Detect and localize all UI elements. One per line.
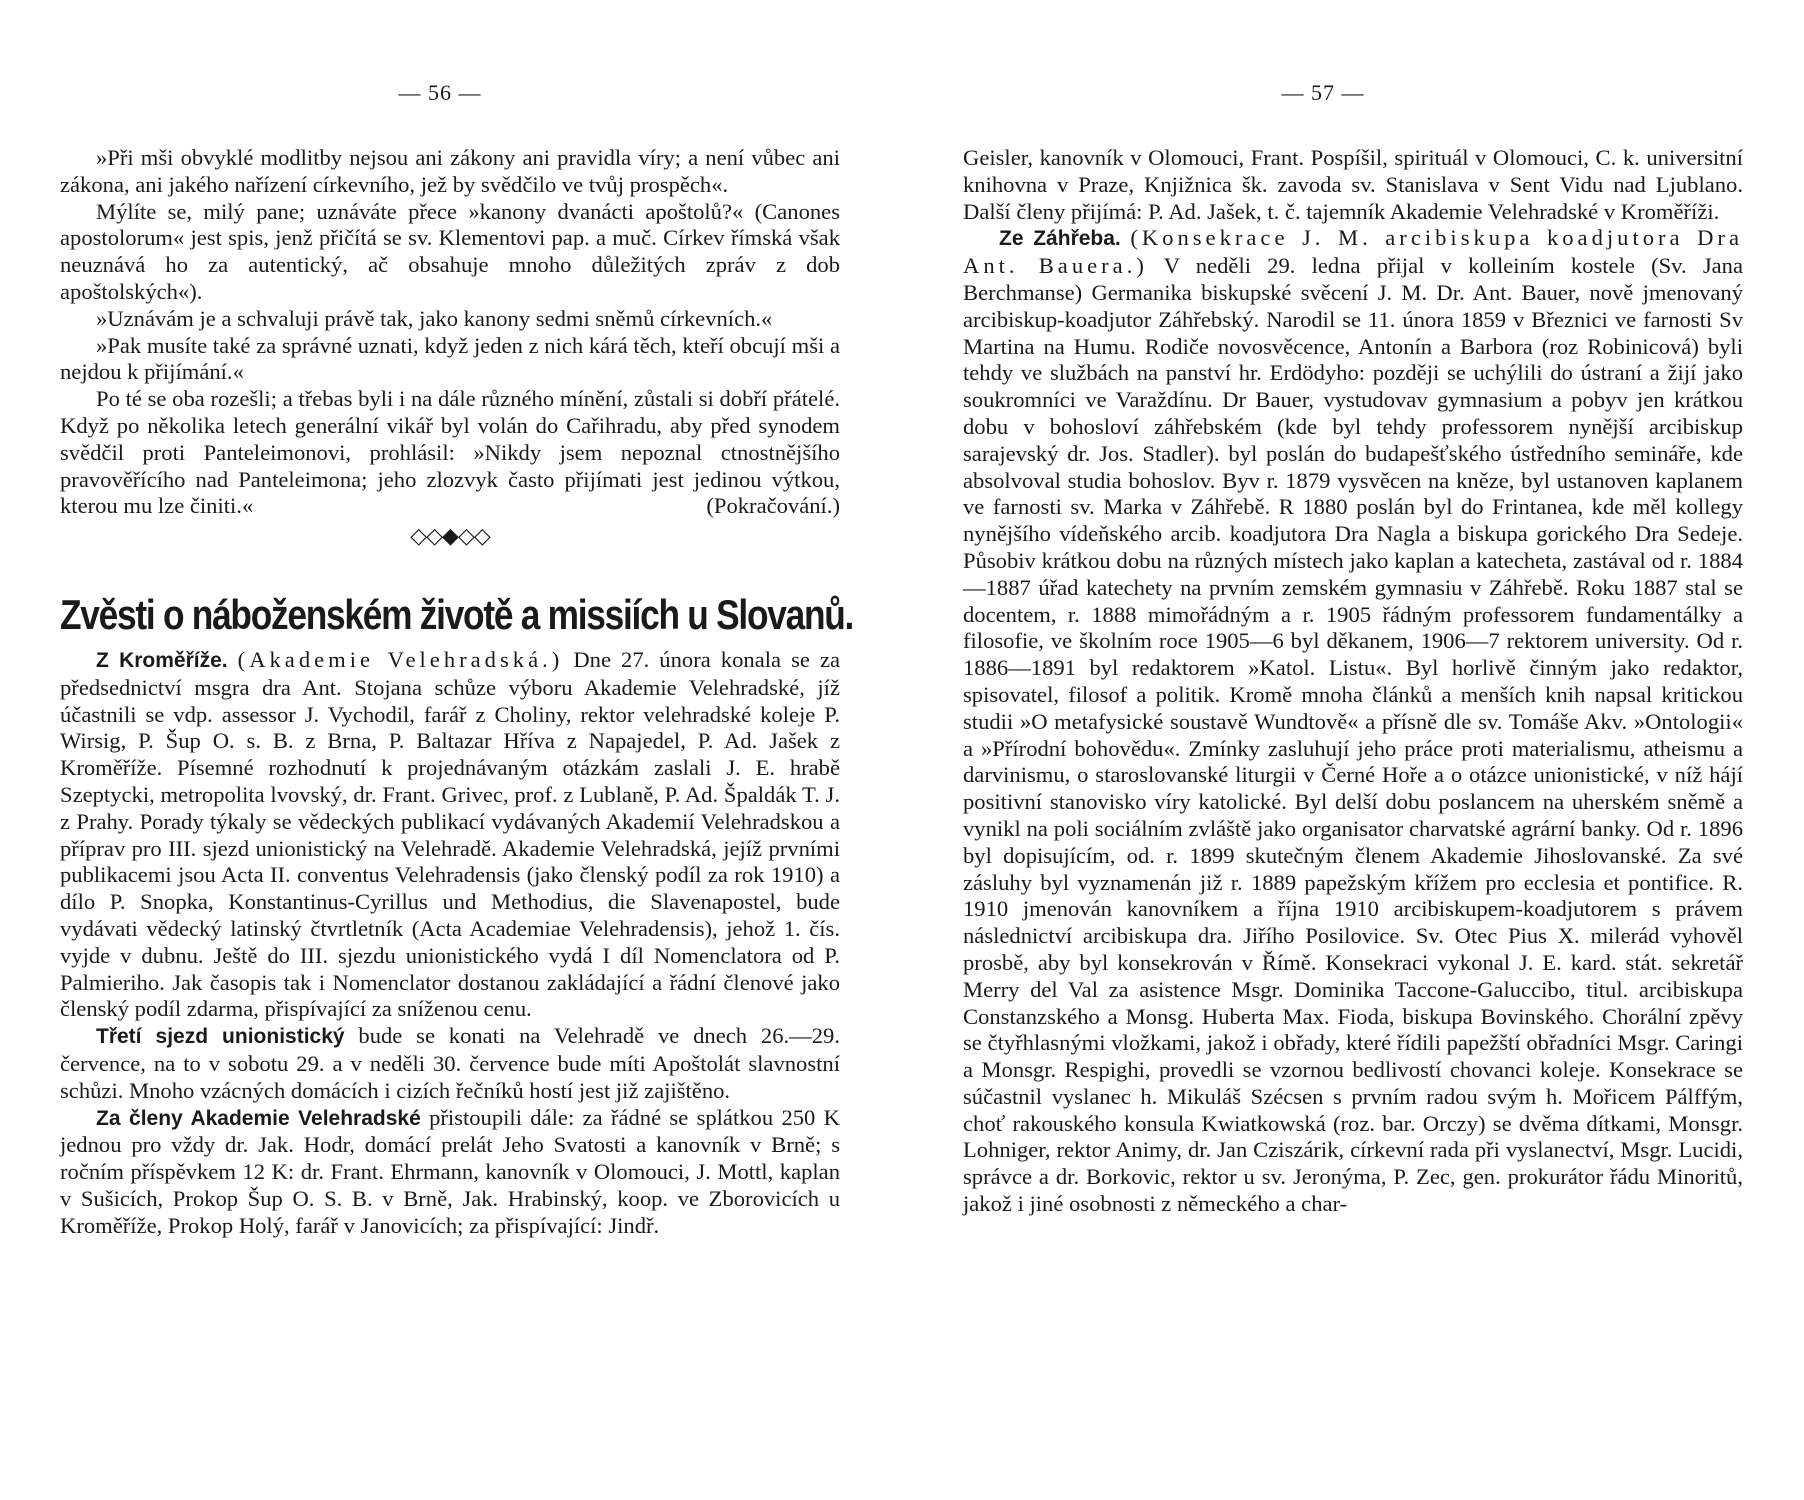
paragraph-end: kterou mu lze činiti.« bbox=[60, 493, 254, 519]
news-title: Z Kroměříže. bbox=[96, 648, 228, 672]
news-subtitle: (Akademie Velehradská.) bbox=[237, 646, 564, 672]
ornament-divider: ◇◇◆◇◇ bbox=[410, 524, 490, 550]
news-item bbox=[60, 1105, 840, 1240]
page-number-left: — 56 — bbox=[398, 80, 482, 105]
right-page-text bbox=[963, 145, 1743, 1218]
paragraph: Geisler, kanovník v Olomouci, Frant. Pospíšil, spirituál v Olomouci, C. k. universitní knihovna v Praze, Knjižnica šk. zavoda sv. Stanislava v Sent Vidu nad Ljublano. Další členy přijímá: P. Ad. Jašek, t. č. tajemník Akademie Velehradské v Kroměříži. bbox=[963, 145, 1743, 224]
news-title: Ze Záhřeba. bbox=[999, 227, 1121, 251]
news-text: bude se konati na Velehradě ve dnech 26.—29. července, na to v sobotu 29. a v neděli 30. července bude míti Apoštolát slavnostní schůzi. Mnoho vzácných domácích i cizích řečníků hostí jest již zajištěno. bbox=[60, 1023, 840, 1103]
paragraph: »Při mši obvyklé modlitby nejsou ani zákony ani pravidla víry; a není vůbec ani zákona, ani jakého nařízení církevního, jež by svědčilo ve tvůj prospěch«. bbox=[60, 145, 840, 197]
news-text: V neděli 29. ledna přijal v kolleiním kostele (Sv. Jana Berchmanse) Germanika biskupské svěcení J. M. Dr. Ant. Bauer, nově jmenovaný arcibiskup-koadjutor Záhřebský. Narodil se 11. února 1859 v Březnici ve farnosti Sv Martina na Humu. Rodiče novosvěcence, Antonín a Barbora (roz Robinicová) byli tehdy ve službách na panství hr. Erdödyho: později se uchýlili do ústraní a žijí jako soukromníci ve Varaždínu. Dr Bauer, vystudovav gymnasium a pobyv jen krátkou dobu v bohosloví záhřebském (kde byl tehdy professorem nynější arcibiskup sarajevský dr. Jos. Stadler). byl poslán do budapešťského ústředního semináře, kde absolvoval studia bohoslov. Byv r. 1879 vysvěcen na kněze, byl ustanoven kaplanem ve farnosti sv. Marka v Záhřebě. R 1880 poslán byl do Frintanea, kde měl kollegy nynějšího vídeňského arcib. koadjutora Dra Nagla a biskupa gorického Dra Sedeje. Působiv krátkou dobu na různých místech jako kaplan a katecheta, zastával od r. 1884—1887 úřad katechety na prvním zemském gymnasiu v Záhřebě. Roku 1887 stal se docentem, r. 1888 mimořádným a r. 1905 řádným professorem fundamentálky a filosofie, ve školním roce 1905—6 byl děkanem, 1906—7 rektorem university. Od r. 1886—1891 byl redaktorem »Katol. Listu«. Byl horlivě činným jako redaktor, spisovatel, filosof a politik. Kromě mnoha článků a menších knih napsal kritickou studii »O metafysické soustavě Wundtově« a přísně dle sv. Tomáše Akv. »Ontologii« a »Přírodní bohovědu«. Zmínky zasluhují jeho práce proti materialismu, atheismu a darvinismu, o staroslovanské liturgii v Černé Hoře a o otázce unionistické, v níž hájí positivní stanovisko víry katolické. Byl delší dobu poslancem na uherském sněmě a vynikl na poli sociálním zvláště jako organisator charvatské agrární banky. Od r. 1896 byl dopisujícím, od. r. 1899 skutečným členem Akademie Jihoslovanské. Za své zásluhy byl vyznamenán již r. 1889 papežským křížem pro ecclesia et pontifice. R. 1910 jmenován kanovníkem a října 1910 arcibiskupem-koadjutorem s právem následnictví arcibiskupa dra. Jiřího Posilovice. Sv. Otec Pius X. milerád vyhověl prosbě, aby byl konsekrován v Římě. Konsekraci vykonal J. E. kard. stát. sekretář Merry del Val za asistence Msgr. Dominika Taccone-Galuccibo, titul. arcibiskupa Constanzského a Monsg. Huberta Max. Fioda, biskupa Bovinského. Chorální zpěvy se čtyřhlasnými vložkami, jakož i obřady, které řídili papežští obřadníci Msgr. Caringi a Monsgr. Respighi, provedli se vzornou bedlivostí chovanci koleje. Konsekrace se súčastnil vyslanec h. Mikuláš Szécsen s prvním radou svým h. Mořicem Pálffým, choť rakouského konsula Kwiatkowská (roz. bar. Orczy) se dvěma dítkami, Monsgr. Lohniger, rektor Animy, dr. Jan Cziszárik, církevní rada při vyslanectví, Msgr. Lucidi, správce a dr. Borkovic, rektor u sv. Jeronýma, P. Zec, gen. prokurátor řádu Minoritů, jakož i jiné osobnosti z německého a char- bbox=[963, 253, 1743, 1217]
continued-note: (Pokračování.) bbox=[706, 493, 840, 519]
paragraph: »Pak musíte také za správné uznati, když jeden z nich kárá těch, kteří obcují mši a nejdou k přijímání.« bbox=[60, 332, 840, 385]
news-text: přistoupili dále: za řádné se splátkou 250 K jednou pro vždy dr. Jak. Hodr, domácí prelát Jeho Svatosti a kanovník v Brně; s ročním příspěvkem 12 K: dr. Frant. Ehrmann, kanovník v Olomouci, J. Mottl, kaplan v Sušicích, Prokop Šup O. S. B. v Brně, Jak. Hrabinský, koop. ve Zborovicích u Kroměříže, Prokop Holý, farář v Janovicích; za přispívající: Jindř. bbox=[60, 1104, 840, 1238]
news-title: Třetí sjezd unionistický bbox=[96, 1025, 345, 1049]
page-number-right: — 57 — bbox=[1281, 80, 1365, 105]
paragraph: Mýlíte se, milý pane; uznáváte přece »kanony dvanácti apoštolů?« (Canones apostolorum« jest spis, jenž přičítá se sv. Klementovi pap. a muč. Církev římská však neuznává ho za autentický, ač obsahuje mnoho důležitých zpráv z dob apoštolských«). bbox=[60, 198, 840, 304]
continuation-line bbox=[60, 493, 840, 520]
left-page-text bbox=[60, 145, 854, 1239]
section-heading: Zvěsti o náboženském životě a missiích u Slovanů. bbox=[60, 590, 854, 638]
news-title: Za členy Akademie Velehradské bbox=[96, 1106, 421, 1130]
news-subtitle: (Konsekrace J. M. arcibiskupa koadjutora Dra Ant. Bauera.) bbox=[963, 225, 1743, 279]
news-text: Dne 27. února konala se za předsednictví msgra dra Ant. Stojana schůze výboru Akademie Velehradské, jíž účastnili se vdp. assessor J. Vychodil, farář z Choliny, rektor velehradské koleje P. Wirsig, P. Šup O. s. B. z Brna, P. Baltazar Hříva z Napajedel, P. Ad. Jašek z Kroměříže. Písemné rozhodnutí k projednávaným otázkám zaslali J. E. hrabě Szeptycki, metropolita lvovský, dr. Frant. Grivec, prof. z Lublaně, P. Ad. Špaldák T. J. z Prahy. Porady týkaly se vědeckých publikací vydávaných Akademií Velehradskou a příprav pro III. sjezd unionistický na Velehradě. Akademie Velehradská, jejíž prvními publikacemi jsou Acta II. conventus Velehradensis (jako členský podíl za rok 1910) a dílo P. Snopka, Konstantinus-Cyrillus und Methodius, die Slavenapostel, bude vydávati vědecký latinský čtvrtletník (Acta Academiae Velehradensis), jehož 1. čís. vyjde v dubnu. Ještě do III. sjezdu unionistického vydá I díl Nomenclatora od P. Palmieriho. Jak časopis tak i Nomenclator dostanou zakládající a řádní členové jako členský podíl zdarma, přispívající za sníženou cenu. bbox=[60, 646, 841, 1022]
news-item bbox=[60, 647, 840, 1023]
paragraph: Po té se oba rozešli; a třebas byli i na dále různého mínění, zůstali si dobří přátelé. Když po několika letech generální vikář byl volán do Cařihradu, aby před synodem svědčil proti Panteleimonovi, prohlásil: »Nikdy jsem nepoznal ctnostnějšího pravověřícího nad Panteleimona; jeho zlozvyk často přijímati jest jedinou výtkou, bbox=[60, 386, 840, 492]
paragraph: »Uznávám je a schvaluji právě tak, jako kanony sedmi sněmů církevních.« bbox=[96, 305, 773, 331]
news-item bbox=[963, 225, 1743, 1217]
news-item bbox=[60, 1023, 840, 1104]
